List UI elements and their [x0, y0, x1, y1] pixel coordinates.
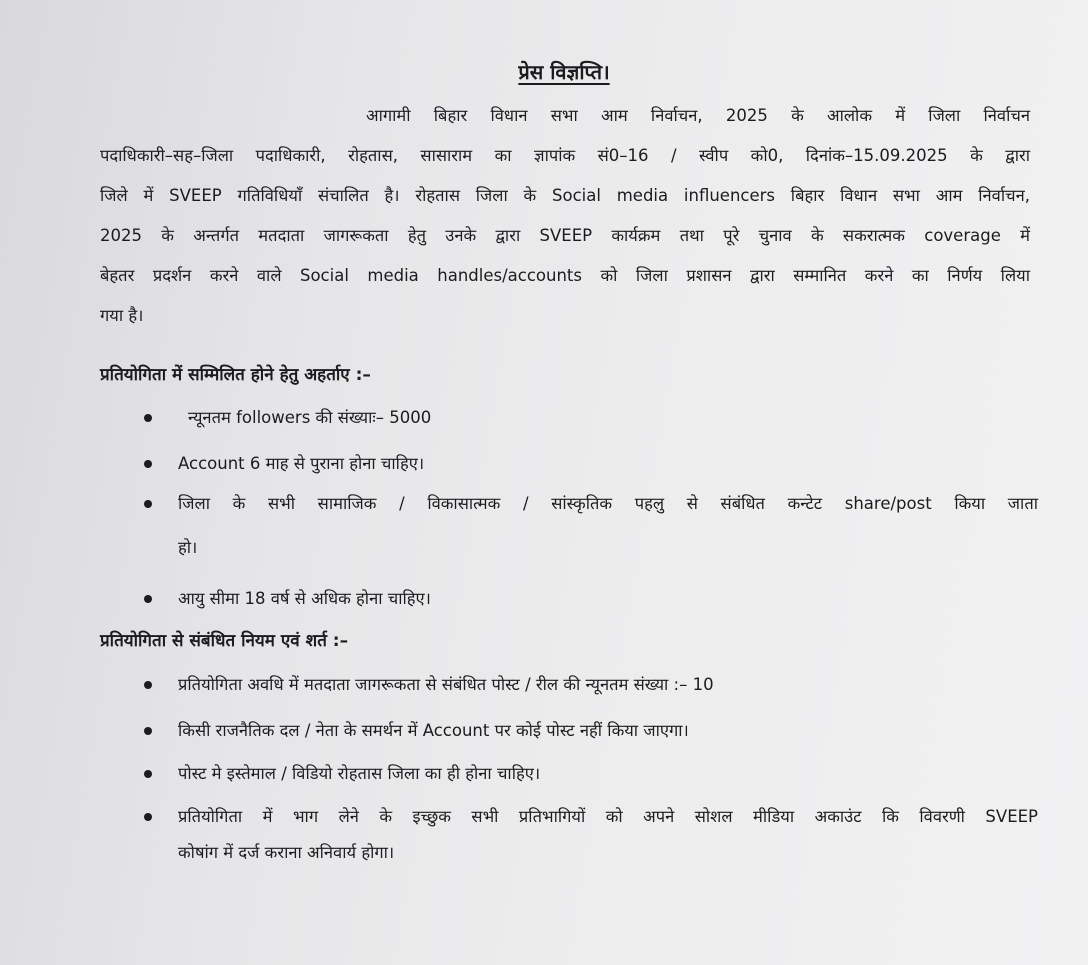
list-item-text: जिला के सभी सामाजिक / विकासात्मक / सांस्कृतिक पहलु से संबंधित कन्टेट share/post किया जाता: [178, 494, 1038, 513]
intro-line: आगामी बिहार विधान सभा आम निर्वाचन, 2025 के आलोक में जिला निर्वाचन: [366, 106, 1030, 125]
list-item: [140, 403, 1040, 449]
list-item-text: किसी राजनैतिक दल / नेता के समर्थन में Account पर कोई पोस्ट नहीं किया जाएगा।: [178, 721, 689, 740]
list-item: [140, 670, 1040, 716]
rules-list: [140, 670, 1040, 882]
list-item-text-continued: कोषांग में दर्ज कराना अनिवार्य होगा।: [178, 843, 395, 862]
list-item-text: पोस्ट मे इस्तेमाल / विडियो रोहतास जिला का ही होना चाहिए।: [178, 764, 541, 783]
list-item: [140, 489, 1040, 584]
list-item: [140, 759, 1040, 802]
list-item-text: Account 6 माह से पुराना होना चाहिए।: [178, 454, 425, 473]
intro-line: बेहतर प्रदर्शन करने वाले Social media handles/accounts को जिला प्रशासन द्वारा सम्मानित करने का निर्णय लिया: [100, 266, 1030, 285]
list-item-text: प्रतियोगिता में भाग लेने के इच्छुक सभी प्रतिभागियों को अपने सोशल मीडिया अकाउंट कि विवरणी SVEEP: [178, 807, 1038, 826]
bullet-icon: [144, 727, 152, 735]
bullet-icon: [144, 414, 152, 422]
intro-line: गया है।: [100, 306, 144, 325]
bullet-icon: [144, 500, 152, 508]
intro-line: जिले में SVEEP गतिविधियाँ संचालित है। रोहतास जिला के Social media influencers बिहार विधान सभा आम निर्वाचन,: [100, 186, 1030, 205]
bullet-icon: [144, 770, 152, 778]
list-item-text-continued: हो।: [178, 538, 198, 557]
intro-paragraph: [100, 101, 1030, 341]
document-title: प्रेस विज्ञप्ति।: [518, 60, 610, 84]
eligibility-heading: प्रतियोगिता में सम्मिलित होने हेतु अहर्ताए :–: [100, 365, 371, 385]
bullet-icon: [144, 813, 152, 821]
list-item-text: न्यूनतम followers की संख्याः– 5000: [188, 408, 432, 427]
list-item: [140, 802, 1040, 882]
bullet-icon: [144, 460, 152, 468]
intro-line: पदाधिकारी–सह–जिला पदाधिकारी, रोहतास, सासाराम का ज्ञापांक सं0–16 / स्वीप को0, दिनांक–15.09.2025 के द्वारा: [100, 146, 1030, 165]
eligibility-list: [140, 403, 1040, 624]
intro-line: 2025 के अन्तर्गत मतदाता जागरूकता हेतु उनके द्वारा SVEEP कार्यक्रम तथा पूरे चुनाव के सकरात्मक coverage में: [100, 226, 1030, 245]
rules-heading: प्रतियोगिता से संबंधित नियम एवं शर्त :–: [100, 631, 349, 651]
list-item-text: प्रतियोगिता अवधि में मतदाता जागरूकता से संबंधित पोस्ट / रील की न्यूनतम संख्या :– 10: [178, 675, 714, 694]
list-item-text: आयु सीमा 18 वर्ष से अधिक होना चाहिए।: [178, 589, 431, 608]
list-item: [140, 716, 1040, 759]
bullet-icon: [144, 595, 152, 603]
list-item: [140, 584, 1040, 624]
bullet-icon: [144, 681, 152, 689]
list-item: [140, 449, 1040, 489]
